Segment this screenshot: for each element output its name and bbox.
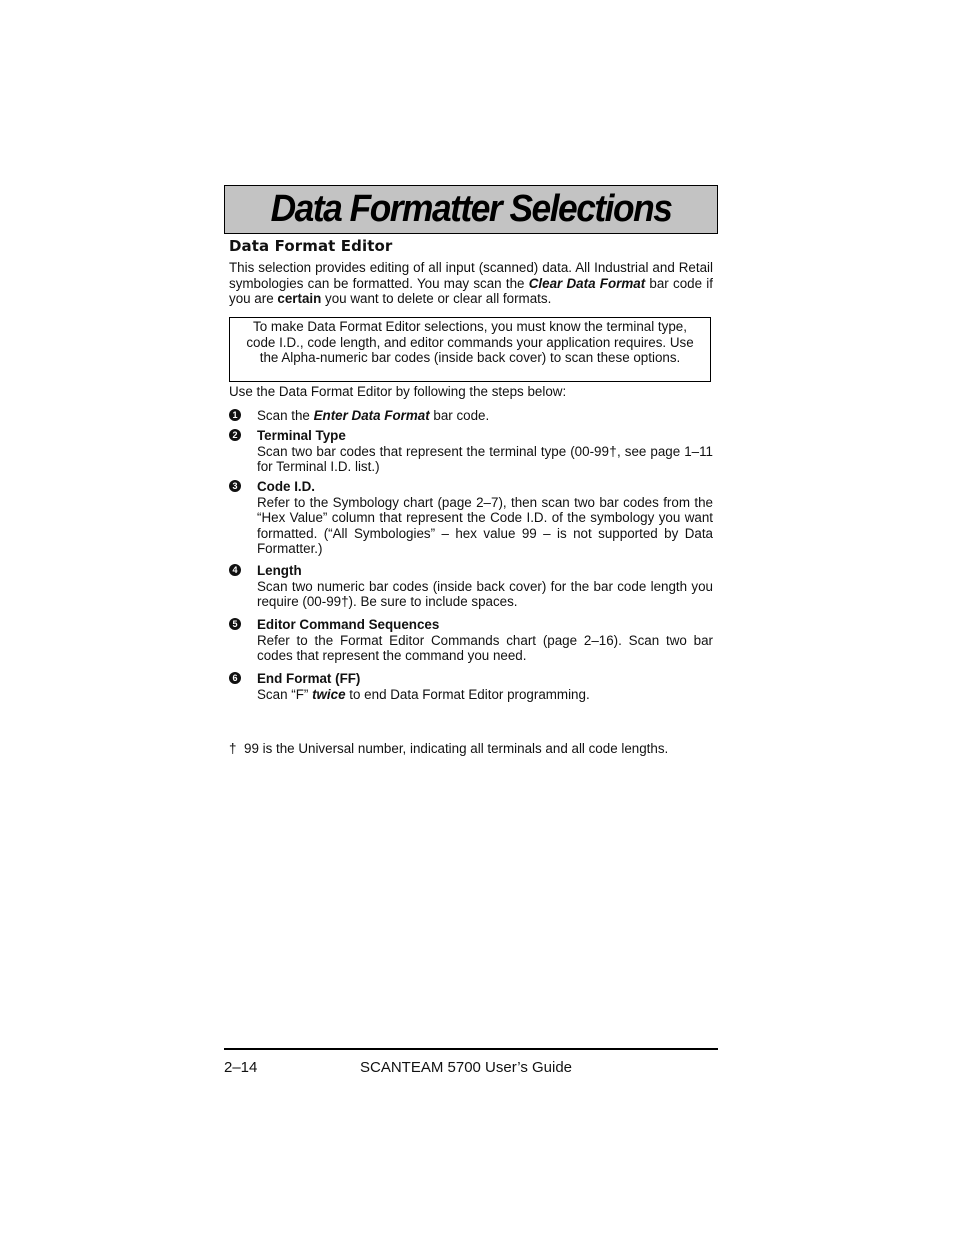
step-text: Refer to the Symbology chart (page 2–7), then scan two bar codes from the “Hex Value” column that represent the Code I.D. of the symbology you want formatted. (“All Symbologies” – hex value 99 – is not supported by Data Formatter.) <box>257 494 713 557</box>
step-5 <box>229 617 713 664</box>
step-number: 4 <box>229 564 241 576</box>
dagger-symbol: † <box>229 741 237 756</box>
step-number: 2 <box>229 429 241 441</box>
step-label: End Format (FF) <box>257 671 361 686</box>
step-3 <box>229 479 713 557</box>
step-text: Scan two numeric bar codes (inside back cover) for the bar code length you require (00-99†). Be sure to include spaces. <box>257 578 713 610</box>
footnote-text: 99 is the Universal number, indicating all terminals and all code lengths. <box>244 741 669 756</box>
step-label: Terminal Type <box>257 428 346 443</box>
intro-text-1: This selection provides editing of all input (scanned) data. All Industrial and Retail symbologies can be formatted. You may scan the <box>229 260 713 291</box>
step-number: 6 <box>229 672 241 684</box>
follow-text: Use the Data Format Editor by following the steps below: <box>229 384 567 399</box>
intro-text-2: bar code if you are <box>229 275 713 307</box>
step-text: Scan two bar codes that represent the terminal type (00-99†, see page 1–11 for Terminal I.D. list.) <box>257 443 713 475</box>
step-4 <box>229 563 713 610</box>
step-label: Code I.D. <box>257 479 316 494</box>
intro-paragraph <box>229 260 713 307</box>
twice-emphasis: twice <box>312 686 346 702</box>
intro-text-3: you want to delete or clear all formats. <box>321 291 552 307</box>
footnote <box>229 741 668 757</box>
step-text: Refer to the Format Editor Commands chart (page 2–16). Scan two bar codes that represent the command you need. <box>257 632 713 664</box>
step-text: Scan the <box>257 408 314 423</box>
step-label: Editor Command Sequences <box>257 617 440 632</box>
page-number: 2–14 <box>224 1059 258 1076</box>
step-1 <box>229 408 713 424</box>
step-text: Scan “F” <box>257 686 313 702</box>
step-text: to end Data Format Editor programming. <box>345 686 590 702</box>
step-text: bar code. <box>429 408 490 423</box>
certain-emphasis: certain <box>277 291 322 307</box>
step-6 <box>229 671 713 702</box>
step-label: Length <box>257 563 302 578</box>
step-2 <box>229 428 713 475</box>
notice-box: To make Data Format Editor selections, you must know the terminal type, code I.D., code length, and editor commands your application requires. Use the Alpha-numeric bar codes (inside back cover) to scan these options. <box>229 317 711 382</box>
step-number: 5 <box>229 618 241 630</box>
guide-title: SCANTEAM 5700 User’s Guide <box>360 1059 573 1076</box>
enter-data-format-emphasis: Enter Data Format <box>313 408 430 423</box>
footer-rule <box>224 1048 718 1050</box>
page-title: Data Formatter Selections <box>270 188 672 230</box>
section-heading: Data Format Editor <box>229 237 393 255</box>
step-number: 3 <box>229 480 241 492</box>
step-number: 1 <box>229 409 241 421</box>
clear-data-format-emphasis: Clear Data Format <box>528 275 646 291</box>
title-banner <box>224 185 718 234</box>
